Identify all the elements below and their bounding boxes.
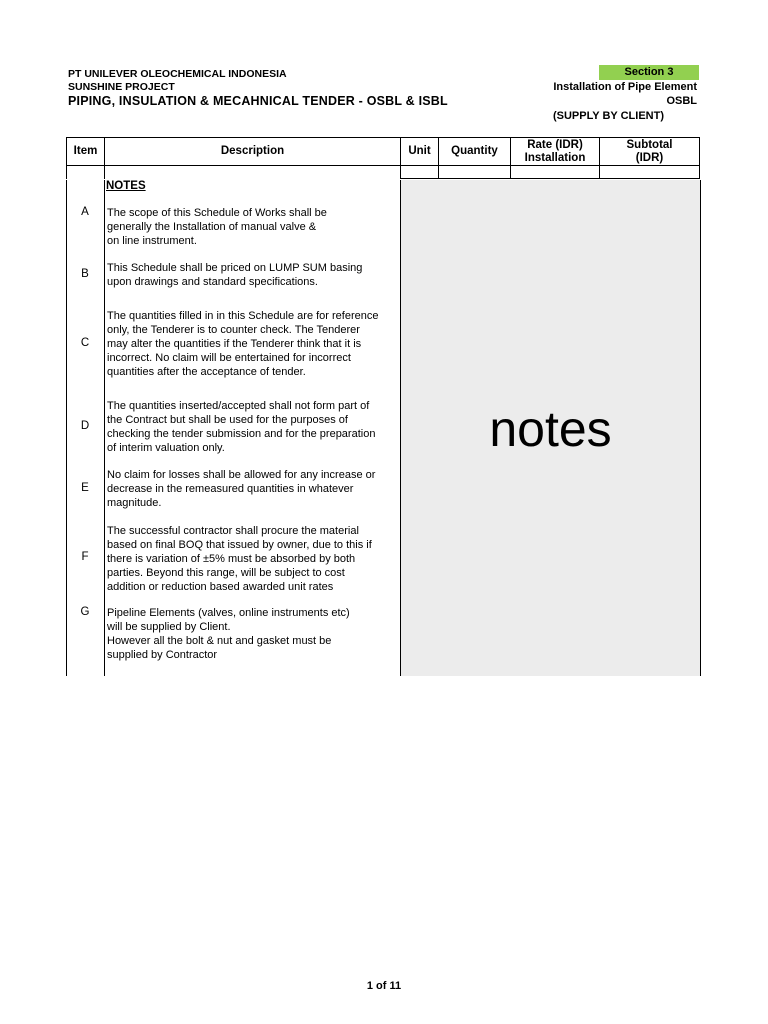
note-letter-c: C <box>80 337 90 349</box>
note-b <box>107 261 399 289</box>
note-d <box>107 399 399 455</box>
note-line: generally the Installation of manual valve & <box>107 221 317 233</box>
document-header <box>68 68 448 109</box>
note-a <box>107 206 399 248</box>
note-line: However all the bolt & nut and gasket must be <box>107 635 332 647</box>
page-number: 1 of 11 <box>366 980 402 992</box>
item-divider <box>104 180 105 676</box>
table-header-row <box>67 138 700 166</box>
notes-panel-label: notes <box>489 401 612 457</box>
col-item: Item <box>67 138 105 166</box>
col-rate <box>511 138 600 166</box>
note-line: upon drawings and standard specifications. <box>107 276 318 288</box>
note-line: checking the tender submission and for the preparation <box>107 428 376 440</box>
project-name: SUNSHINE PROJECT <box>68 81 175 93</box>
note-line: quantities after the acceptance of tender. <box>107 366 306 378</box>
note-line: incorrect. No claim will be entertained for incorrect <box>107 352 351 364</box>
note-line: This Schedule shall be priced on LUMP SUM basing <box>107 262 363 274</box>
note-line: Pipeline Elements (valves, online instruments etc) <box>107 607 350 619</box>
note-e <box>107 468 399 510</box>
note-letter-a: A <box>81 206 89 218</box>
note-line: The successful contractor shall procure the material <box>107 525 359 537</box>
note-line: parties. Beyond this range, will be subject to cost <box>107 567 345 579</box>
col-subtotal-line1: Subtotal <box>626 138 673 151</box>
note-line: based on final BOQ that issued by owner, due to this if <box>107 539 372 551</box>
col-description: Description <box>105 138 401 166</box>
note-line: there is variation of ±5% must be absorbed by both <box>107 553 356 565</box>
note-letter-b: B <box>81 268 89 280</box>
note-line: magnitude. <box>107 497 162 509</box>
note-line: on line instrument. <box>107 235 197 247</box>
note-line: supplied by Contractor <box>107 649 218 661</box>
section-subtitle: Installation of Pipe Element <box>553 81 697 93</box>
section-badge: Section 3 <box>599 65 699 80</box>
table-blank-row <box>67 166 700 179</box>
notes-heading: NOTES <box>106 180 146 192</box>
schedule-table <box>66 137 700 179</box>
col-rate-line1: Rate (IDR) <box>527 138 583 151</box>
note-letter-g: G <box>80 606 90 618</box>
note-line: decrease in the remeasured quantities in whatever <box>107 483 354 495</box>
notes-panel <box>400 180 701 676</box>
note-letter-d: D <box>80 420 90 432</box>
note-line: The quantities inserted/accepted shall not form part of <box>107 400 370 412</box>
note-letter-f: F <box>81 551 89 563</box>
note-line: will be supplied by Client. <box>107 621 231 633</box>
note-line: No claim for losses shall be allowed for any increase or <box>107 469 376 481</box>
note-line: may alter the quantities if the Tenderer think that it is <box>107 338 362 350</box>
note-line: the Contract but shall be used for the purposes of <box>107 414 348 426</box>
col-unit: Unit <box>401 138 439 166</box>
note-g <box>107 606 399 662</box>
note-line: The scope of this Schedule of Works shall be <box>107 207 327 219</box>
note-line: addition or reduction based awarded unit rates <box>107 581 334 593</box>
col-quantity: Quantity <box>439 138 511 166</box>
col-subtotal-line2: (IDR) <box>635 151 664 164</box>
note-f <box>107 524 399 594</box>
col-rate-line2: Installation <box>524 151 586 164</box>
note-letter-e: E <box>81 482 89 494</box>
supply-label: (SUPPLY BY CLIENT) <box>552 110 664 122</box>
note-line: The quantities filled in in this Schedule are for reference <box>107 310 379 322</box>
note-line: of interim valuation only. <box>107 442 225 454</box>
area-label: OSBL <box>666 95 697 107</box>
note-c <box>107 309 399 379</box>
company-name: PT UNILEVER OLEOCHEMICAL INDONESIA <box>68 68 287 80</box>
col-subtotal <box>600 138 700 166</box>
note-line: only, the Tenderer is to counter check. The Tenderer <box>107 324 360 336</box>
tender-title: PIPING, INSULATION & MECAHNICAL TENDER - OSBL & ISBL <box>68 94 448 108</box>
